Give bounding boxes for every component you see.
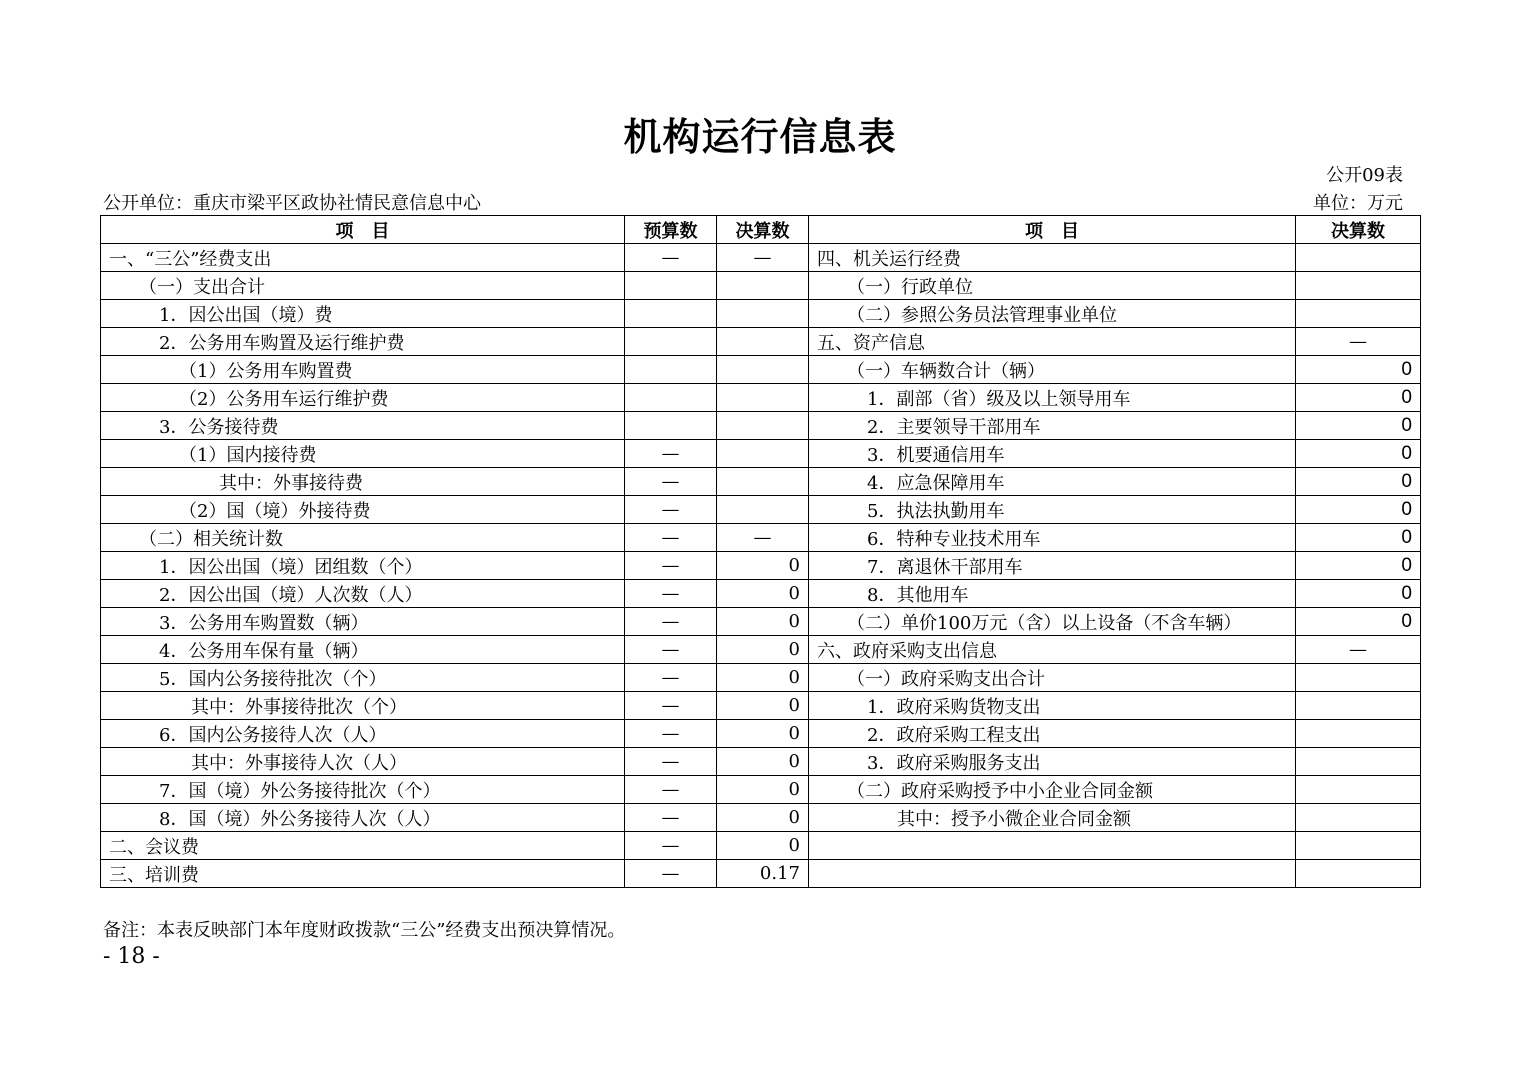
right-item: 3．机要通信用车 (809, 440, 1296, 468)
left-item: 其中：外事接待批次（个） (101, 692, 625, 720)
right-final-cell: 0 (1296, 524, 1421, 552)
table-row (101, 804, 1421, 832)
budget-cell: — (625, 468, 717, 496)
right-final-cell (1296, 664, 1421, 692)
final-cell: 0 (717, 664, 809, 692)
right-item: 四、机关运行经费 (809, 244, 1296, 272)
header-right-final: 决算数 (1296, 216, 1421, 244)
right-item: （二）单价100万元（含）以上设备（不含车辆） (809, 608, 1296, 636)
final-cell: 0 (717, 720, 809, 748)
currency-unit: 单位：万元 (1313, 193, 1403, 214)
final-cell: 0 (717, 804, 809, 832)
table-row (101, 636, 1421, 664)
budget-cell (625, 384, 717, 412)
left-item: 3．公务用车购置数（辆） (101, 608, 625, 636)
table-title: 机构运行信息表 (623, 115, 897, 159)
right-final-cell: 0 (1296, 468, 1421, 496)
table-row (101, 552, 1421, 580)
header-left-item: 项 目 (101, 216, 625, 244)
final-cell (717, 272, 809, 300)
form-number: 公开09表 (1326, 165, 1403, 186)
final-cell: 0 (717, 748, 809, 776)
table-row (101, 664, 1421, 692)
right-final-cell: 0 (1296, 580, 1421, 608)
right-final-cell (1296, 860, 1421, 888)
left-item: 6．国内公务接待人次（人） (101, 720, 625, 748)
budget-cell: — (625, 524, 717, 552)
table-row (101, 412, 1421, 440)
final-cell (717, 468, 809, 496)
right-final-cell: 0 (1296, 384, 1421, 412)
left-item: 3．公务接待费 (101, 412, 625, 440)
table-row (101, 720, 1421, 748)
table-row (101, 580, 1421, 608)
right-item: （二）政府采购授予中小企业合同金额 (809, 776, 1296, 804)
final-cell (717, 412, 809, 440)
budget-cell: — (625, 496, 717, 524)
budget-cell: — (625, 804, 717, 832)
budget-cell: — (625, 440, 717, 468)
table-row (101, 300, 1421, 328)
left-item: 2．公务用车购置及运行维护费 (101, 328, 625, 356)
left-item: 1．因公出国（境）费 (101, 300, 625, 328)
right-item (809, 860, 1296, 888)
left-item: 8．国（境）外公务接待人次（人） (101, 804, 625, 832)
table-row (101, 860, 1421, 888)
final-cell: 0 (717, 776, 809, 804)
footnote: 备注：本表反映部门本年度财政拨款“三公”经费支出预决算情况。 (103, 920, 626, 941)
right-item: 五、资产信息 (809, 328, 1296, 356)
left-item: 7．国（境）外公务接待批次（个） (101, 776, 625, 804)
right-item: 六、政府采购支出信息 (809, 636, 1296, 664)
right-item: 7．离退休干部用车 (809, 552, 1296, 580)
right-final-cell (1296, 748, 1421, 776)
table-row (101, 776, 1421, 804)
right-item: 4．应急保障用车 (809, 468, 1296, 496)
right-item: （一）车辆数合计（辆） (809, 356, 1296, 384)
budget-cell: — (625, 776, 717, 804)
budget-cell (625, 328, 717, 356)
final-cell (717, 440, 809, 468)
table-row (101, 496, 1421, 524)
right-item: 3．政府采购服务支出 (809, 748, 1296, 776)
final-cell (717, 300, 809, 328)
left-item: 4．公务用车保有量（辆） (101, 636, 625, 664)
budget-cell: — (625, 748, 717, 776)
table-row (101, 244, 1421, 272)
table-header-row (101, 216, 1421, 244)
right-item: 5．执法执勤用车 (809, 496, 1296, 524)
table-row (101, 272, 1421, 300)
right-item: 其中：授予小微企业合同金额 (809, 804, 1296, 832)
final-cell: 0 (717, 580, 809, 608)
left-item: （一）支出合计 (101, 272, 625, 300)
right-final-cell: 0 (1296, 356, 1421, 384)
right-final-cell (1296, 720, 1421, 748)
left-item: （2）国（境）外接待费 (101, 496, 625, 524)
budget-cell: — (625, 664, 717, 692)
final-cell (717, 496, 809, 524)
left-item: 一、“三公”经费支出 (101, 244, 625, 272)
budget-cell: — (625, 832, 717, 860)
final-cell: 0 (717, 832, 809, 860)
right-final-cell (1296, 804, 1421, 832)
left-item: （2）公务用车运行维护费 (101, 384, 625, 412)
right-final-cell (1296, 272, 1421, 300)
budget-cell: — (625, 552, 717, 580)
right-final-cell (1296, 832, 1421, 860)
final-cell: 0 (717, 552, 809, 580)
right-item: （一）行政单位 (809, 272, 1296, 300)
budget-cell: — (625, 636, 717, 664)
final-cell (717, 384, 809, 412)
final-cell: — (717, 244, 809, 272)
right-item: 1．政府采购货物支出 (809, 692, 1296, 720)
budget-cell (625, 272, 717, 300)
page-number: - 18 - (103, 944, 160, 969)
table-row (101, 692, 1421, 720)
right-item: （一）政府采购支出合计 (809, 664, 1296, 692)
header-right-item: 项 目 (809, 216, 1296, 244)
right-item (809, 832, 1296, 860)
right-final-cell: 0 (1296, 412, 1421, 440)
reporting-unit: 公开单位：重庆市梁平区政协社情民意信息中心 (103, 193, 481, 214)
info-table (100, 215, 1421, 888)
budget-cell: — (625, 720, 717, 748)
table-row (101, 748, 1421, 776)
right-final-cell (1296, 244, 1421, 272)
right-final-cell (1296, 776, 1421, 804)
table-row (101, 384, 1421, 412)
right-final-cell: — (1296, 636, 1421, 664)
table-row (101, 468, 1421, 496)
budget-cell: — (625, 580, 717, 608)
final-cell (717, 328, 809, 356)
right-item: 1．副部（省）级及以上领导用车 (809, 384, 1296, 412)
right-item: 2．政府采购工程支出 (809, 720, 1296, 748)
final-cell: — (717, 524, 809, 552)
budget-cell: — (625, 244, 717, 272)
left-item: （1）国内接待费 (101, 440, 625, 468)
final-cell (717, 356, 809, 384)
left-item: 1．因公出国（境）团组数（个） (101, 552, 625, 580)
budget-cell: — (625, 860, 717, 888)
final-cell: 0 (717, 692, 809, 720)
header-final: 决算数 (717, 216, 809, 244)
left-item: 其中：外事接待人次（人） (101, 748, 625, 776)
right-final-cell (1296, 692, 1421, 720)
table-row (101, 328, 1421, 356)
right-final-cell: — (1296, 328, 1421, 356)
right-item: 2．主要领导干部用车 (809, 412, 1296, 440)
table-row (101, 832, 1421, 860)
right-final-cell: 0 (1296, 440, 1421, 468)
right-final-cell: 0 (1296, 552, 1421, 580)
budget-cell (625, 300, 717, 328)
right-final-cell: 0 (1296, 496, 1421, 524)
left-item: （二）相关统计数 (101, 524, 625, 552)
budget-cell (625, 356, 717, 384)
budget-cell (625, 412, 717, 440)
left-item: 三、培训费 (101, 860, 625, 888)
table-row (101, 608, 1421, 636)
left-item: 2．因公出国（境）人次数（人） (101, 580, 625, 608)
budget-cell: — (625, 692, 717, 720)
table-row (101, 524, 1421, 552)
left-item: 5．国内公务接待批次（个） (101, 664, 625, 692)
left-item: 二、会议费 (101, 832, 625, 860)
table-row (101, 356, 1421, 384)
right-item: 8．其他用车 (809, 580, 1296, 608)
left-item: 其中：外事接待费 (101, 468, 625, 496)
right-final-cell (1296, 300, 1421, 328)
right-item: 6．特种专业技术用车 (809, 524, 1296, 552)
final-cell: 0 (717, 608, 809, 636)
header-budget: 预算数 (625, 216, 717, 244)
budget-cell: — (625, 608, 717, 636)
right-final-cell: 0 (1296, 608, 1421, 636)
left-item: （1）公务用车购置费 (101, 356, 625, 384)
right-item: （二）参照公务员法管理事业单位 (809, 300, 1296, 328)
table-row (101, 440, 1421, 468)
final-cell: 0.17 (717, 860, 809, 888)
final-cell: 0 (717, 636, 809, 664)
